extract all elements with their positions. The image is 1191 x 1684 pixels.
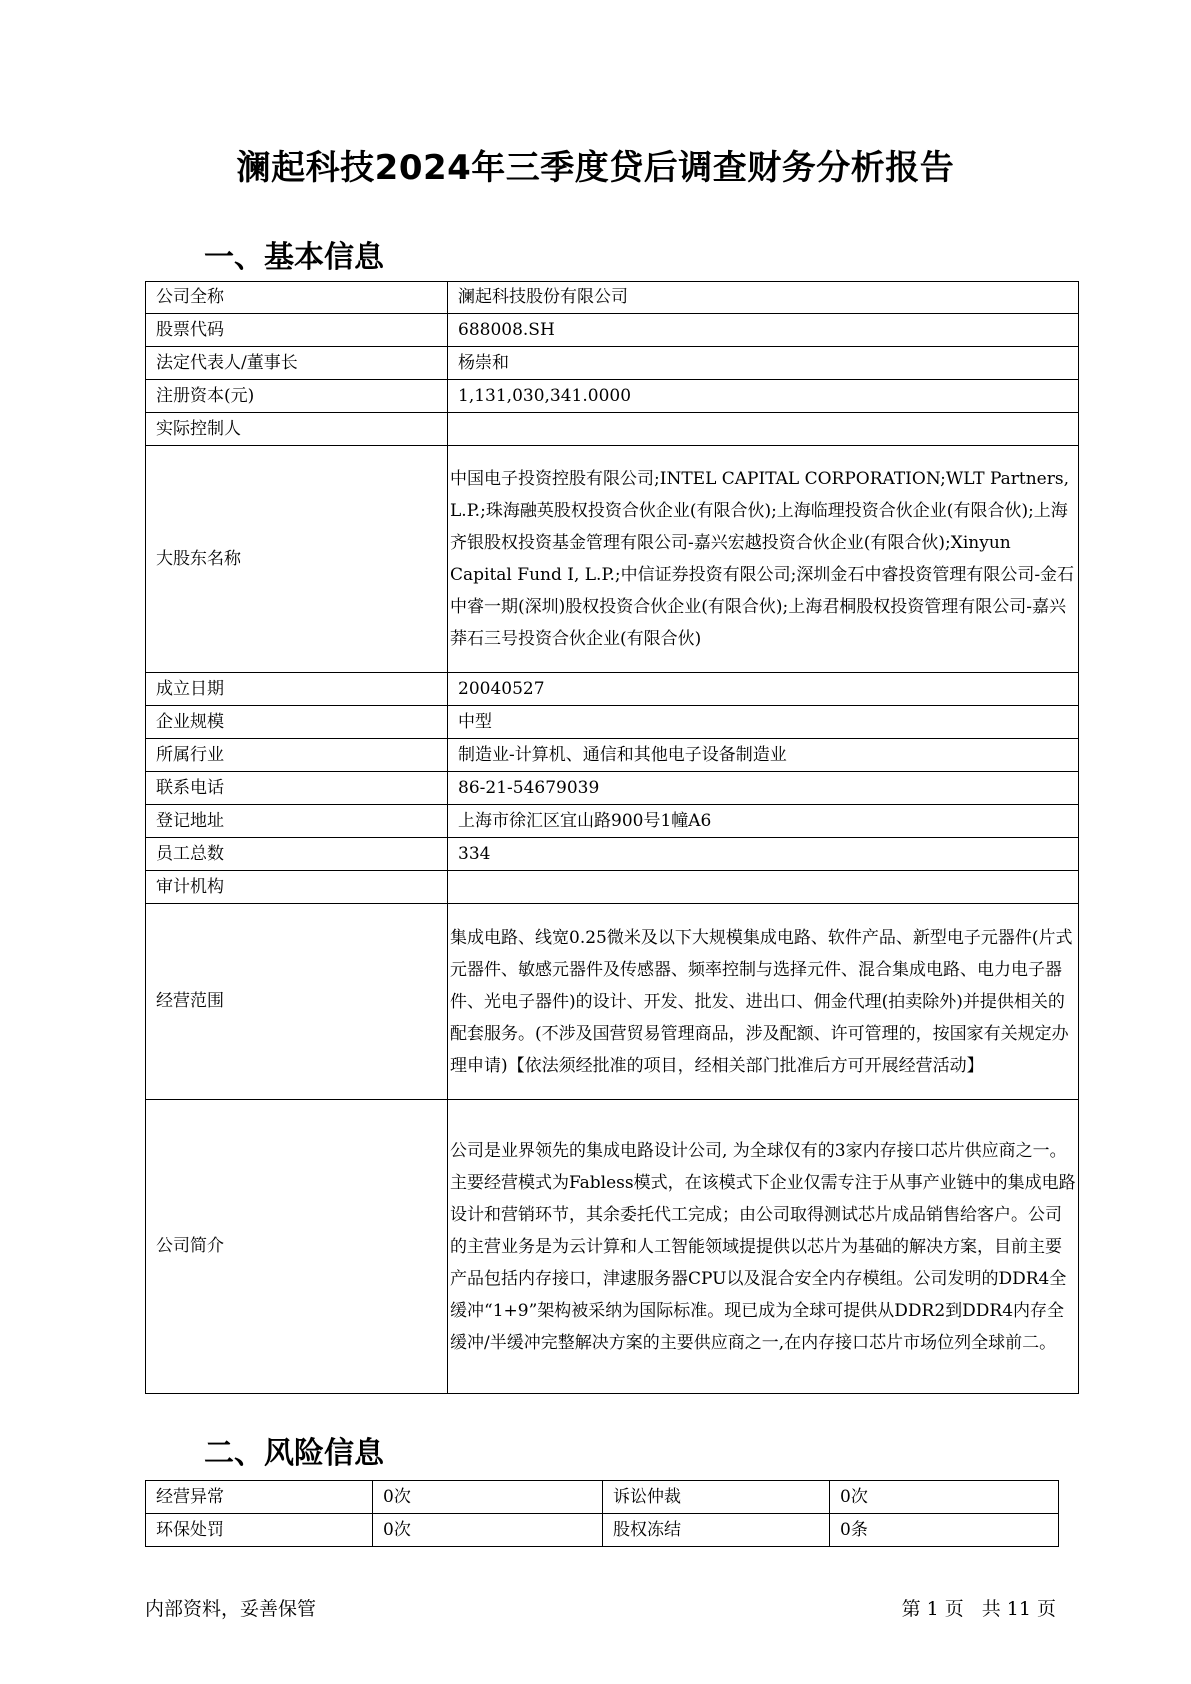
table-row [146, 347, 1079, 380]
total-pages: 11 [1006, 1598, 1031, 1620]
row-label: 登记地址 [146, 805, 448, 838]
row-label: 公司全称 [146, 282, 448, 314]
risk-info-table [145, 1480, 1059, 1547]
row-value: 334 [448, 838, 1079, 871]
risk-value: 0次 [373, 1514, 603, 1547]
row-label: 实际控制人 [146, 413, 448, 446]
risk-value: 0次 [373, 1481, 603, 1514]
table-row [146, 282, 1079, 314]
basic-info-table [145, 281, 1079, 1394]
total-prefix: 共 [981, 1598, 1001, 1620]
risk-label: 诉讼仲裁 [603, 1481, 830, 1514]
footer-page-indicator [896, 1594, 1056, 1621]
row-value: 公司是业界领先的集成电路设计公司, 为全球仅有的3家内存接口芯片供应商之一。主要经营模式为Fabless模式，在该模式下企业仅需专注于从事产业链中的集成电路设计和营销环节，其余委托代工完成；由公司取得测试芯片成品销售给客户。公司的主营业务是为云计算和人工智能领域提提供以芯片为基础的解决方案，目前主要产品包括内存接口，津逮服务器CPU以及混合安全内存模组。公司发明的DDR4全缓冲“1+9”架构被采纳为国际标准。现已成为全球可提供从DDR2到DDR4内存全缓冲/半缓冲完整解决方案的主要供应商之一,在内存接口芯片市场位列全球前二。 [448, 1100, 1079, 1394]
table-row [146, 1514, 1059, 1547]
row-value: 86-21-54679039 [448, 772, 1079, 805]
row-value [448, 871, 1079, 904]
row-label: 注册资本(元) [146, 380, 448, 413]
risk-label: 环保处罚 [146, 1514, 373, 1547]
row-value: 杨崇和 [448, 347, 1079, 380]
row-label: 员工总数 [146, 838, 448, 871]
table-row [146, 838, 1079, 871]
page-number: 1 [926, 1598, 939, 1620]
row-value: 澜起科技股份有限公司 [448, 282, 1079, 314]
row-label: 联系电话 [146, 772, 448, 805]
total-suffix: 页 [1036, 1598, 1056, 1620]
row-value: 20040527 [448, 673, 1079, 706]
row-value: 集成电路、线宽0.25微米及以下大规模集成电路、软件产品、新型电子元器件(片式元器件、敏感元器件及传感器、频率控制与选择元件、混合集成电路、电力电子器件、光电子器件)的设计、开发、批发、进出口、佣金代理(拍卖除外)并提供相关的配套服务。(不涉及国营贸易管理商品，涉及配额、许可管理的，按国家有关规定办理申请)【依法须经批准的项目，经相关部门批准后方可开展经营活动】 [448, 904, 1079, 1100]
page-prefix: 第 [901, 1598, 921, 1620]
row-value: 中型 [448, 706, 1079, 739]
table-row [146, 413, 1079, 446]
table-row [146, 805, 1079, 838]
section-heading-risk-info: 二、风险信息 [204, 1436, 384, 1471]
section-heading-basic-info: 一、基本信息 [204, 240, 384, 275]
row-value: 制造业-计算机、通信和其他电子设备制造业 [448, 739, 1079, 772]
table-row [146, 314, 1079, 347]
page-suffix: 页 [944, 1598, 964, 1620]
table-row [146, 706, 1079, 739]
row-value: 688008.SH [448, 314, 1079, 347]
row-value: 中国电子投资控股有限公司;INTEL CAPITAL CORPORATION;WLT Partners, L.P.;珠海融英股权投资合伙企业(有限合伙);上海临理投资合伙企业(有限合伙);上海齐银股权投资基金管理有限公司-嘉兴宏越投资合伙企业(有限合伙);Xinyun Capital Fund I, L.P.;中信证券投资有限公司;深圳金石中睿投资管理有限公司-金石中睿一期(深圳)股权投资合伙企业(有限合伙);上海君桐股权投资管理有限公司-嘉兴莽石三号投资合伙企业(有限合伙) [448, 446, 1079, 673]
table-row [146, 871, 1079, 904]
table-row [146, 772, 1079, 805]
risk-label: 经营异常 [146, 1481, 373, 1514]
row-label: 所属行业 [146, 739, 448, 772]
table-row [146, 446, 1079, 673]
row-label: 股票代码 [146, 314, 448, 347]
row-value: 上海市徐汇区宜山路900号1幢A6 [448, 805, 1079, 838]
table-row [146, 904, 1079, 1100]
row-label: 大股东名称 [146, 446, 448, 673]
row-label: 公司简介 [146, 1100, 448, 1394]
risk-label: 股权冻结 [603, 1514, 830, 1547]
table-row [146, 1100, 1079, 1394]
row-label: 审计机构 [146, 871, 448, 904]
table-row [146, 673, 1079, 706]
table-row [146, 380, 1079, 413]
page-title: 澜起科技2024年三季度贷后调查财务分析报告 [236, 148, 955, 188]
row-label: 法定代表人/董事长 [146, 347, 448, 380]
footer-confidential-note: 内部资料，妥善保管 [145, 1598, 317, 1620]
row-value: 1,131,030,341.0000 [448, 380, 1079, 413]
row-label: 成立日期 [146, 673, 448, 706]
table-row [146, 1481, 1059, 1514]
risk-value: 0次 [830, 1481, 1059, 1514]
row-value [448, 413, 1079, 446]
table-row [146, 739, 1079, 772]
row-label: 企业规模 [146, 706, 448, 739]
row-label: 经营范围 [146, 904, 448, 1100]
risk-value: 0条 [830, 1514, 1059, 1547]
